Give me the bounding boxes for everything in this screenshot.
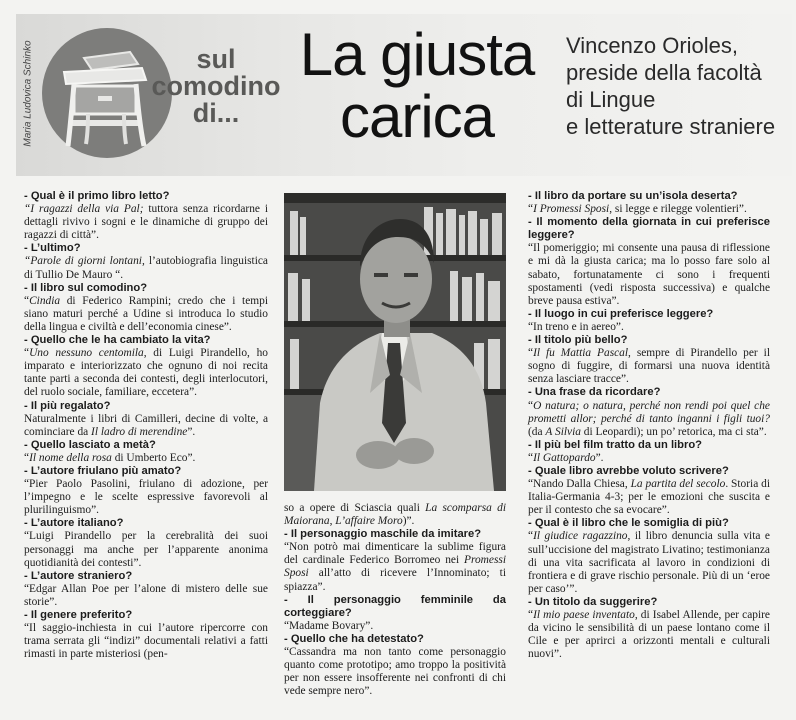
- interviewee-block: [566, 32, 788, 140]
- portrait-photo: [284, 193, 506, 491]
- interview-question: - Il più bel film tratto da un libro?: [528, 438, 703, 451]
- interview-answer: “Il nome della rosa di Umberto Eco”.: [24, 451, 196, 464]
- interview-question: - Il titolo più bello?: [528, 334, 628, 347]
- interview-question: - Qual è il primo libro letto?: [24, 190, 170, 202]
- interview-question: - L’autore italiano?: [24, 517, 124, 530]
- interview-answer: Naturalmente i libri di Camilleri, decine di volte, a cominciare da Il ladro di merendine”.: [24, 412, 268, 438]
- interview-answer: “Non potrò mai dimenticare la sublime figura del cardinale Federico Borromeo nei Promessi Sposi all’atto di ricevere l’Innominato; ti spiazza”.: [284, 541, 506, 593]
- interview-question: - Quale libro avrebbe voluto scrivere?: [528, 464, 729, 477]
- interview-question: - Il personaggio maschile da imitare?: [284, 528, 482, 541]
- interview-question: - Il genere preferito?: [24, 609, 133, 621]
- interview-answer: “Cassandra ma non tanto come personaggio quanto come prototipo; amo troppo la positività per non essere insofferente nei confronti di chi vede sempre nero”.: [284, 646, 506, 698]
- headline-line: carica: [339, 83, 495, 150]
- byline-text: Maria Ludovica Schinko: [22, 40, 34, 147]
- series-line: sul: [196, 44, 236, 74]
- headline: [286, 21, 548, 150]
- interview-question: - Una frase da ricordare?: [528, 386, 661, 399]
- interview-answer: “Il mio paese inventato, di Isabel Allende, per capire da vicino le sensibilità di un paese lontano come il Cile e per aprirci a orizzonti mentali e culturali nuovi”.: [528, 609, 770, 661]
- interviewee-line: di Lingue: [566, 87, 656, 112]
- interview-question: - Il più regalato?: [24, 399, 111, 412]
- series-line: di...: [192, 98, 240, 128]
- interview-answer: “Edgar Allan Poe per l’alone di mistero delle sue storie”.: [24, 582, 268, 608]
- interview-question: - L’ultimo?: [24, 242, 81, 255]
- interview-answer: “Parole di giorni lontani, l’autobiografia linguistica di Tullio De Mauro “.: [24, 255, 268, 281]
- column-left: [24, 190, 268, 661]
- interview-answer: “Nando Dalla Chiesa, La partita del secolo. Storia di Italia-Germania 4-3; per le emozioni che suscita e per il contesto che sa evocare”.: [528, 478, 770, 517]
- portrait-image: [284, 193, 506, 491]
- interview-answer: “Pier Paolo Pasolini, friulano di adozione, per l’impegno e le scelte espressive favorevoli al plurilinguismo”.: [24, 478, 268, 517]
- interview-question: - Il libro da portare su un’isola deserta?: [528, 190, 738, 202]
- interviewee-line: e letterature straniere: [566, 114, 776, 139]
- interview-question: - Il libro sul comodino?: [24, 281, 148, 294]
- column-center: [284, 502, 506, 698]
- interview-question: - L’autore friulano più amato?: [24, 464, 182, 477]
- interviewee-line: Vincenzo Orioles,: [566, 33, 739, 58]
- interview-answer: “In treno e in aereo”.: [528, 320, 624, 333]
- interview-question: - Un titolo da suggerire?: [528, 595, 658, 608]
- interview-answer: “Il fu Mattia Pascal, sempre di Pirandello per il sogno di fuggire, di formarsi una nuova identità senza lasciare tracce”.: [528, 347, 770, 386]
- series-line: comodino: [151, 71, 281, 101]
- byline: [18, 26, 38, 166]
- interview-answer: “Il pomeriggio; mi consente una pausa di riflessione e mi dà la giusta carica; ma lo posso fare solo al sabato, fortunatamente ci sono i frequenti spostamenti (vedi risposta successiva) e qualche breve pausa estiva”.: [528, 242, 770, 307]
- interview-question: - Il momento della giornata in cui preferisce leggere?: [528, 216, 770, 242]
- interview-question: - L’autore straniero?: [24, 569, 133, 582]
- interview-answer: “Il Gattopardo”.: [528, 451, 604, 464]
- interview-question: - Quello che ha detestato?: [284, 632, 424, 645]
- interview-question: - Quello che le ha cambiato la vita?: [24, 334, 211, 347]
- interview-answer: “Il giudice ragazzino, il libro denuncia sulla vita e sull’uccisione del magistrato Livatino; testimonianza di una vita sacrificata al lavoro in condizioni di frontiera e di grave rischio personale. Più di un ‘eroe per caso’”.: [528, 530, 770, 595]
- interview-question: - Il personaggio femminile da corteggiare?: [284, 593, 506, 619]
- interview-question: - Qual è il libro che le somiglia di più?: [528, 517, 729, 530]
- interview-answer: “Il saggio-inchiesta in cui l’autore ripercorre con trama serrata gli “indizi” documentali relativi a fatti rimasti in parte misteriosi (pen-: [24, 622, 268, 661]
- headline-line: La giusta: [299, 21, 535, 88]
- interview-answer: “Luigi Pirandello per la cerebralità dei suoi personaggi ma anche per l’apparente anonima quotidianità dei contesti”.: [24, 530, 268, 569]
- interview-answer: “I ragazzi della via Pal; tuttora senza ricordarne i dettagli rivivo i sogni e le dinamiche di gruppo dei ragazzi di città”.: [24, 203, 268, 242]
- interview-question: - Il luogo in cui preferisce leggere?: [528, 307, 714, 320]
- interview-answer: “O natura; o natura, perché non rendi poi quel che prometti allor; perché di tanto inganni i figli tuoi? (da A Silvia di Leopardi); un po’ retorica, ma ci sta”.: [528, 399, 770, 438]
- column-right: [528, 190, 770, 661]
- interviewee-line: preside della facoltà: [566, 60, 762, 85]
- interview-answer: “Madame Bovary”.: [284, 619, 374, 632]
- interview-answer: so a opere di Sciascia quali La scomparsa di Maiorana, L’affaire Moro)”.: [284, 502, 506, 528]
- series-title: [150, 46, 282, 127]
- interview-answer: “Uno nessuno centomila, di Luigi Pirandello, ho imparato e interiorizzato che ognuno di noi recita tante parti a seconda dei contesti, degli interlocutori, del ruolo sociale, familiare, eccetera”.: [24, 347, 268, 399]
- interview-answer: “I Promessi Sposi, si legge e rilegge volentieri”.: [528, 203, 747, 216]
- interview-answer: “Cindia di Federico Rampini; credo che i tempi siano maturi perché a Udine si introduca lo studio della lingua e civiltà e dell’economia cinese”.: [24, 294, 268, 333]
- interview-question: - Quello lasciato a metà?: [24, 438, 156, 451]
